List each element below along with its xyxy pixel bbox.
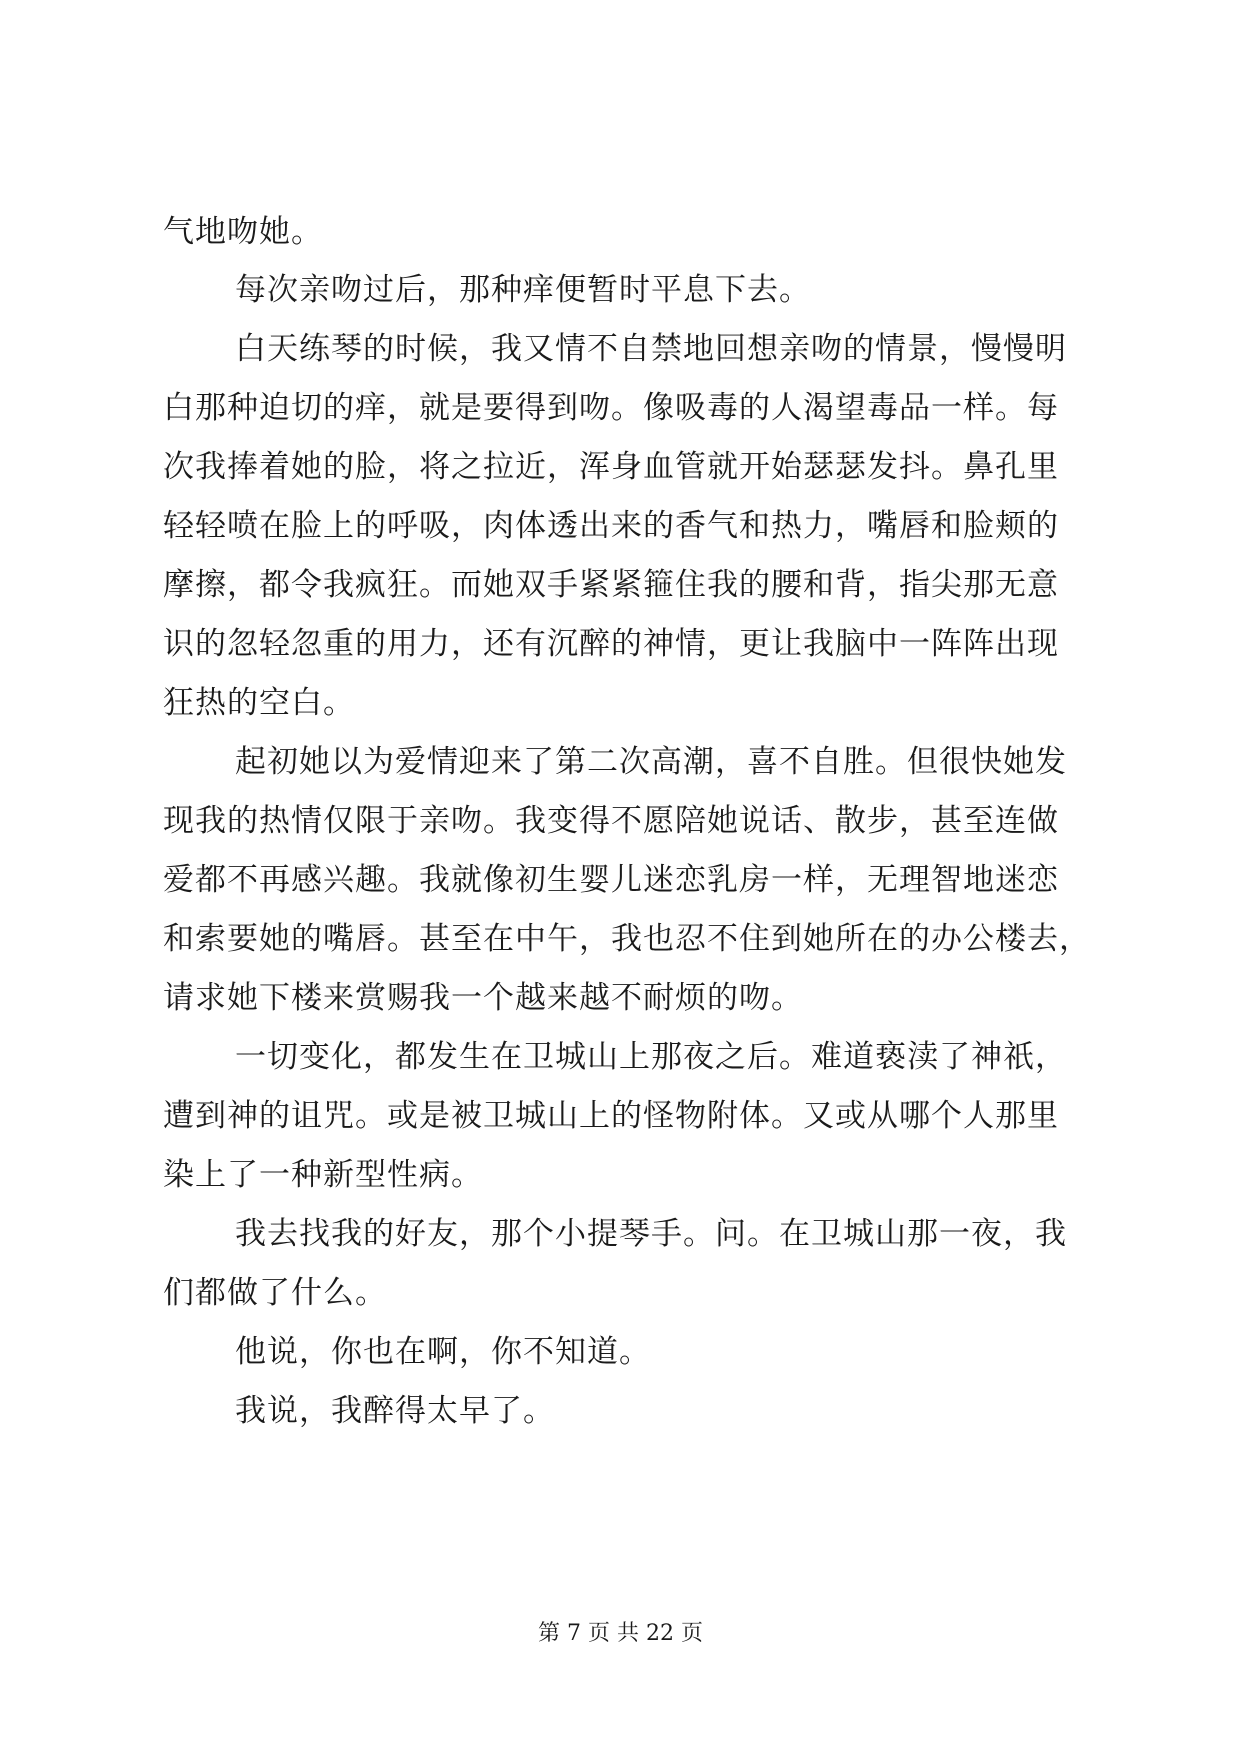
text-line: 每次亲吻过后，那种痒便暂时平息下去。 xyxy=(235,272,811,308)
text-line: 他说，你也在啊，你不知道。 xyxy=(235,1334,651,1370)
text-line: 次我捧着她的脸，将之拉近，浑身血管就开始瑟瑟发抖。鼻孔里 xyxy=(163,449,1059,485)
text-line: 摩擦，都令我疯狂。而她双手紧紧箍住我的腰和背，指尖那无意 xyxy=(163,567,1059,603)
text-line: 我说，我醉得太早了。 xyxy=(235,1393,555,1429)
page-number-footer: 第 7 页 共 22 页 xyxy=(538,1621,703,1646)
text-line: 识的忽轻忽重的用力，还有沉醉的神情，更让我脑中一阵阵出现 xyxy=(163,626,1059,662)
text-line: 白天练琴的时候，我又情不自禁地回想亲吻的情景，慢慢明 xyxy=(235,331,1067,367)
text-line: 爱都不再感兴趣。我就像初生婴儿迷恋乳房一样，无理智地迷恋 xyxy=(163,862,1059,898)
text-line: 白那种迫切的痒，就是要得到吻。像吸毒的人渴望毒品一样。每 xyxy=(163,390,1059,426)
text-line: 我去找我的好友，那个小提琴手。问。在卫城山那一夜，我 xyxy=(235,1216,1067,1252)
text-line: 起初她以为爱情迎来了第二次高潮，喜不自胜。但很快她发 xyxy=(235,744,1067,780)
text-line: 一切变化，都发生在卫城山上那夜之后。难道亵渎了神祇， xyxy=(235,1039,1067,1075)
text-line: 们都做了什么。 xyxy=(163,1275,387,1311)
text-line: 气地吻她。 xyxy=(163,214,323,250)
text-line: 现我的热情仅限于亲吻。我变得不愿陪她说话、散步，甚至连做 xyxy=(163,803,1059,839)
text-line: 狂热的空白。 xyxy=(163,685,355,721)
text-line: 遭到神的诅咒。或是被卫城山上的怪物附体。又或从哪个人那里 xyxy=(163,1098,1059,1134)
text-line: 请求她下楼来赏赐我一个越来越不耐烦的吻。 xyxy=(163,980,803,1016)
text-line: 轻轻喷在脸上的呼吸，肉体透出来的香气和热力，嘴唇和脸颊的 xyxy=(163,508,1059,544)
text-line: 染上了一种新型性病。 xyxy=(163,1157,483,1193)
text-line: 和索要她的嘴唇。甚至在中午，我也忍不住到她所在的办公楼去， xyxy=(163,921,1091,957)
